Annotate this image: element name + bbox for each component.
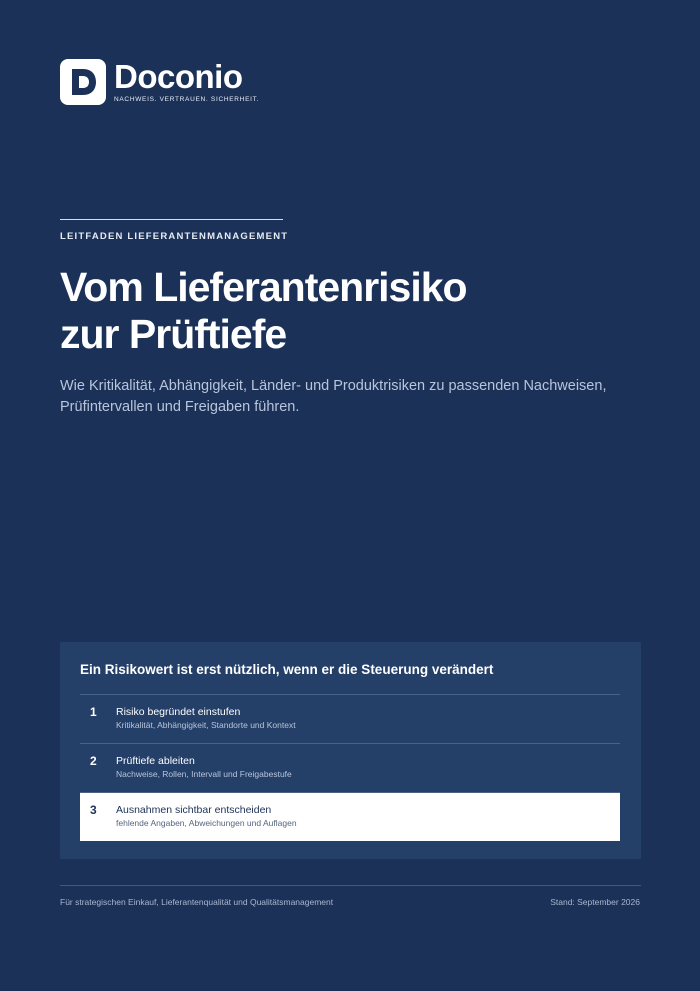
step-description: Nachweise, Rollen, Intervall und Freigabestufe — [116, 769, 292, 779]
document-title: Vom Lieferantenrisiko zur Prüftiefe — [60, 264, 467, 357]
step-title: Ausnahmen sichtbar entscheiden — [116, 804, 272, 816]
footer-date: Stand: September 2026 — [550, 897, 640, 907]
eyebrow-divider — [60, 219, 283, 220]
brand-tagline: NACHWEIS. VERTRAUEN. SICHERHEIT. — [114, 95, 260, 103]
step-item-1 — [80, 694, 620, 743]
step-list — [80, 694, 620, 841]
step-number: 3 — [90, 803, 97, 817]
brand-logo — [60, 59, 259, 105]
document-subtitle: Wie Kritikalität, Abhängigkeit, Länder- und Produktrisiken zu passenden Nachweisen, Prüfintervallen und Freigaben führen. — [60, 378, 607, 415]
step-title: Risiko begründet einstufen — [116, 706, 241, 718]
logo-mark-icon — [60, 59, 106, 105]
step-description: Kritikalität, Abhängigkeit, Standorte und Kontext — [116, 720, 296, 730]
step-title: Prüftiefe ableiten — [116, 755, 195, 767]
step-description: fehlende Angaben, Abweichungen und Auflagen — [116, 818, 297, 828]
brand-name: Doconio — [114, 57, 243, 95]
footer-divider — [60, 885, 641, 886]
step-number: 1 — [90, 705, 97, 719]
step-item-3 — [80, 792, 620, 841]
step-item-2 — [80, 743, 620, 792]
footer-audience: Für strategischen Einkauf, Lieferantenqualität und Qualitätsmanagement — [60, 897, 334, 907]
step-number: 2 — [90, 754, 97, 768]
summary-box — [60, 642, 641, 859]
summary-box-title: Ein Risikowert ist erst nützlich, wenn er die Steuerung verändert — [80, 662, 494, 677]
document-category: LEITFADEN LIEFERANTENMANAGEMENT — [60, 231, 289, 242]
